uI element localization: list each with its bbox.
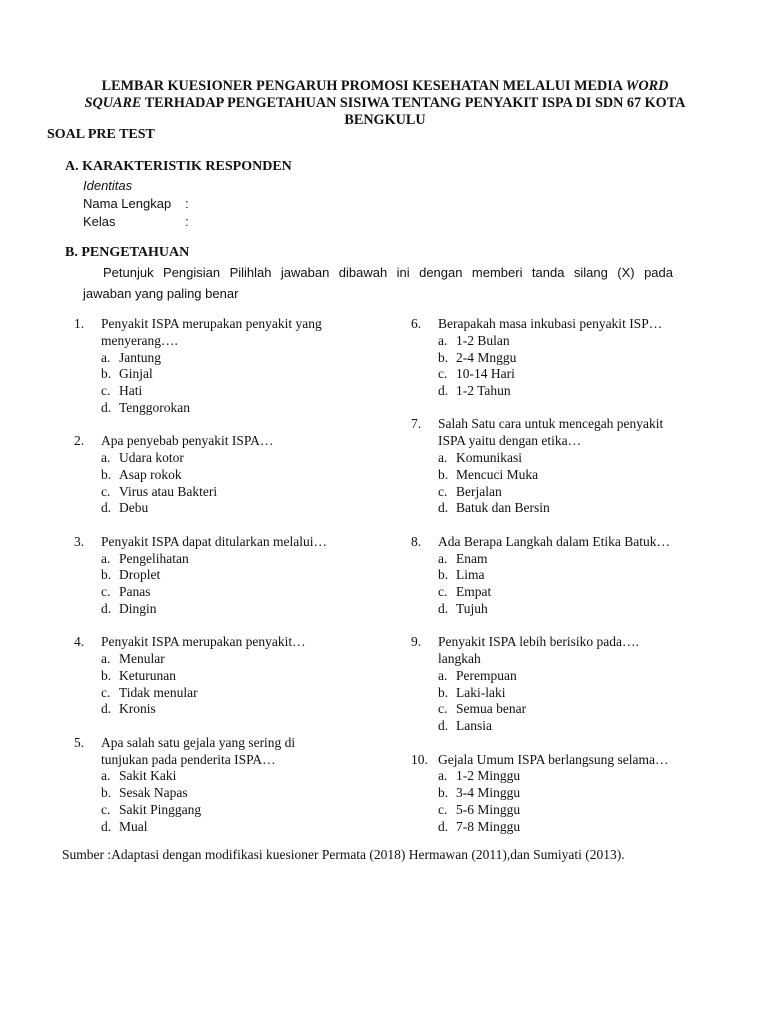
option-text: Laki-laki — [456, 684, 506, 700]
section-b-heading: B. PENGETAHUAN — [65, 245, 190, 260]
answer-option[interactable] — [411, 567, 721, 584]
answer-option[interactable] — [411, 668, 721, 685]
question-line — [411, 534, 721, 551]
question-line — [74, 333, 374, 350]
option-letter: c. — [101, 684, 111, 700]
question-text: menyerang…. — [101, 332, 178, 348]
option-text: Lansia — [456, 718, 492, 734]
field-kelas[interactable] — [83, 214, 189, 229]
option-letter: d. — [101, 818, 112, 834]
question-number — [411, 651, 438, 668]
answer-option[interactable] — [411, 450, 721, 467]
option-text: Mual — [119, 818, 148, 834]
question-number: 2. — [74, 433, 85, 449]
question-number: 5. — [74, 734, 85, 750]
question-number — [411, 433, 438, 450]
answer-option[interactable] — [411, 350, 721, 367]
title-line-2 — [40, 95, 730, 112]
question-number: 9. — [411, 634, 422, 650]
answer-option[interactable] — [411, 500, 721, 517]
option-letter: c. — [438, 584, 448, 600]
question-text: langkah — [438, 651, 481, 667]
answer-option[interactable] — [74, 651, 374, 668]
option-letter: c. — [438, 366, 448, 382]
option-text: Jantung — [119, 349, 161, 365]
question-item — [74, 534, 374, 618]
answer-option[interactable] — [74, 819, 374, 836]
option-text: Semua benar — [456, 701, 527, 717]
question-item — [74, 316, 374, 417]
question-line — [411, 634, 721, 651]
option-letter: a. — [101, 550, 111, 566]
option-text: Tujuh — [456, 600, 488, 616]
question-line — [74, 433, 374, 450]
option-letter: c. — [101, 801, 111, 817]
questions-left-column — [74, 316, 374, 852]
option-text: Tidak menular — [119, 684, 198, 700]
option-letter: d. — [101, 500, 112, 516]
question-line — [74, 752, 374, 769]
option-letter: b. — [438, 349, 449, 365]
option-letter: b. — [101, 785, 112, 801]
answer-option[interactable] — [411, 819, 721, 836]
question-number: 7. — [411, 416, 422, 432]
option-text: 1-2 Minggu — [456, 768, 521, 784]
question-text: Salah Satu cara untuk mencegah penyakit — [438, 416, 664, 432]
document-title — [40, 78, 730, 129]
answer-option[interactable] — [74, 768, 374, 785]
answer-option[interactable] — [74, 785, 374, 802]
question-item — [411, 634, 721, 735]
instructions-line-1: Petunjuk Pengisian Pilihlah jawaban dibawah ini dengan memberi tanda silang (X) pada — [103, 265, 673, 280]
answer-option[interactable] — [411, 333, 721, 350]
option-letter: c. — [438, 801, 448, 817]
question-number: 3. — [74, 533, 85, 549]
answer-option[interactable] — [74, 802, 374, 819]
answer-option[interactable] — [411, 768, 721, 785]
option-text: Komunikasi — [456, 450, 522, 466]
option-letter: d. — [438, 600, 449, 616]
answer-option[interactable] — [74, 484, 374, 501]
question-number: 8. — [411, 533, 422, 549]
answer-option[interactable] — [74, 366, 374, 383]
question-text: Ada Berapa Langkah dalam Etika Batuk… — [438, 533, 671, 549]
option-text: Lima — [456, 567, 485, 583]
question-number: 1. — [74, 316, 85, 331]
question-item — [74, 433, 374, 517]
option-text: 10-14 Hari — [456, 366, 515, 382]
option-letter: c. — [101, 483, 111, 499]
field-nama-lengkap[interactable] — [83, 196, 189, 211]
question-text: tunjukan pada penderita ISPA… — [101, 751, 276, 767]
title-line-1 — [40, 78, 730, 95]
question-line — [74, 634, 374, 651]
question-text: Apa salah satu gejala yang sering di — [101, 734, 296, 750]
option-letter: a. — [101, 450, 111, 466]
question-text: Apa penyebab penyakit ISPA… — [101, 433, 274, 449]
answer-option[interactable] — [411, 785, 721, 802]
answer-option[interactable] — [411, 551, 721, 568]
question-item — [74, 634, 374, 718]
instructions-line-2: jawaban yang paling benar — [83, 286, 239, 301]
question-item — [411, 316, 721, 400]
option-letter: c. — [438, 483, 448, 499]
option-text: Enam — [456, 550, 488, 566]
answer-option[interactable] — [411, 701, 721, 718]
answer-option[interactable] — [74, 701, 374, 718]
question-line — [411, 433, 721, 450]
option-text: Asap rokok — [119, 466, 182, 482]
option-letter: c. — [438, 701, 448, 717]
option-text: Pengelihatan — [119, 550, 189, 566]
answer-option[interactable] — [74, 467, 374, 484]
option-letter: b. — [438, 684, 449, 700]
answer-option[interactable] — [74, 383, 374, 400]
field-label: Kelas — [83, 214, 116, 229]
option-text: Ginjal — [119, 366, 153, 382]
title-italic-square: SQUARE — [84, 95, 142, 111]
option-letter: b. — [438, 466, 449, 482]
source-note: Sumber :Adaptasi dengan modifikasi kuesioner Permata (2018) Hermawan (2011),dan Sumiyati (2013). — [62, 847, 625, 862]
option-letter: a. — [438, 768, 448, 784]
question-text: Gejala Umum ISPA berlangsung selama… — [438, 751, 669, 767]
field-separator: : — [185, 214, 189, 229]
option-text: 7-8 Minggu — [456, 818, 521, 834]
option-text: 3-4 Minggu — [456, 785, 521, 801]
option-letter: d. — [101, 399, 112, 415]
option-letter: a. — [438, 332, 448, 348]
question-text: Berapakah masa inkubasi penyakit ISP… — [438, 316, 663, 331]
question-line — [74, 735, 374, 752]
question-number — [74, 333, 101, 350]
answer-option[interactable] — [411, 484, 721, 501]
title-line-3: BENGKULU — [344, 112, 426, 128]
option-text: Mencuci Muka — [456, 466, 539, 482]
question-text: Penyakit ISPA dapat ditularkan melalui… — [101, 533, 327, 549]
questions-right-column — [411, 316, 721, 852]
question-item — [74, 735, 374, 836]
answer-option[interactable] — [411, 802, 721, 819]
answer-option[interactable] — [74, 350, 374, 367]
answer-option[interactable] — [411, 584, 721, 601]
answer-option[interactable] — [74, 584, 374, 601]
answer-option[interactable] — [411, 685, 721, 702]
question-item — [411, 752, 721, 836]
option-text: Keturunan — [119, 667, 176, 683]
option-text: Sesak Napas — [119, 785, 188, 801]
option-letter: d. — [101, 600, 112, 616]
identitas-label: Identitas — [83, 178, 133, 193]
answer-option[interactable] — [74, 685, 374, 702]
question-text: ISPA yaitu dengan etika… — [438, 433, 582, 449]
option-letter: a. — [438, 450, 448, 466]
question-line — [411, 752, 721, 769]
question-text: Penyakit ISPA merupakan penyakit yang — [101, 316, 322, 331]
option-letter: a. — [438, 667, 448, 683]
soal-label: SOAL PRE TEST — [47, 127, 155, 142]
option-text: Empat — [456, 584, 492, 600]
option-letter: b. — [438, 785, 449, 801]
option-text: Sakit Kaki — [119, 768, 177, 784]
answer-option[interactable] — [411, 366, 721, 383]
option-text: Tenggorokan — [119, 399, 191, 415]
question-number: 10. — [411, 751, 428, 767]
question-line — [411, 416, 721, 433]
answer-option[interactable] — [411, 467, 721, 484]
title-text-2: TERHADAP PENGETAHUAN SISIWA TENTANG PENYAKIT ISPA DI SDN 67 KOTA — [141, 95, 686, 111]
question-line — [411, 316, 721, 333]
option-text: Sakit Pinggang — [119, 801, 202, 817]
option-letter: d. — [101, 701, 112, 717]
option-letter: b. — [101, 466, 112, 482]
answer-option[interactable] — [411, 601, 721, 618]
option-text: 2-4 Mnggu — [456, 349, 517, 365]
option-letter: c. — [101, 383, 111, 399]
question-item — [411, 416, 721, 517]
option-text: Panas — [119, 584, 151, 600]
option-text: Debu — [119, 500, 149, 516]
option-letter: a. — [101, 349, 111, 365]
answer-option[interactable] — [74, 601, 374, 618]
field-label: Nama Lengkap — [83, 196, 172, 211]
answer-option[interactable] — [74, 500, 374, 517]
answer-option[interactable] — [74, 567, 374, 584]
option-text: Dingin — [119, 600, 157, 616]
question-item — [411, 534, 721, 618]
question-line — [74, 534, 374, 551]
question-text: Penyakit ISPA lebih berisiko pada…. — [438, 634, 639, 650]
option-text: Droplet — [119, 567, 161, 583]
option-letter: b. — [101, 366, 112, 382]
option-text: 5-6 Minggu — [456, 801, 521, 817]
option-letter: b. — [101, 667, 112, 683]
option-letter: d. — [438, 818, 449, 834]
option-text: Batuk dan Bersin — [456, 500, 550, 516]
question-number: 6. — [411, 316, 422, 331]
question-number — [74, 752, 101, 769]
answer-option[interactable] — [74, 551, 374, 568]
option-letter: a. — [101, 651, 111, 667]
title-text-1: LEMBAR KUESIONER PENGARUH PROMOSI KESEHATAN MELALUI MEDIA — [101, 78, 626, 94]
answer-option[interactable] — [411, 718, 721, 735]
option-text: Menular — [119, 651, 165, 667]
answer-option[interactable] — [74, 668, 374, 685]
option-letter: b. — [101, 567, 112, 583]
field-separator: : — [185, 196, 189, 211]
title-italic-word: WORD — [625, 78, 669, 94]
question-line — [74, 316, 374, 333]
option-letter: c. — [101, 584, 111, 600]
section-a-heading: A. KARAKTERISTIK RESPONDEN — [65, 159, 292, 174]
option-letter: a. — [101, 768, 111, 784]
option-text: Virus atau Bakteri — [119, 483, 218, 499]
instructions — [83, 262, 673, 304]
answer-option[interactable] — [411, 383, 721, 400]
option-text: Berjalan — [456, 483, 502, 499]
option-text: 1-2 Tahun — [456, 383, 511, 399]
question-line — [411, 651, 721, 668]
question-text: Penyakit ISPA merupakan penyakit… — [101, 634, 306, 650]
option-text: Kronis — [119, 701, 156, 717]
option-letter: d. — [438, 383, 449, 399]
option-text: Perempuan — [456, 667, 517, 683]
answer-option[interactable] — [74, 400, 374, 417]
option-letter: d. — [438, 718, 449, 734]
option-letter: d. — [438, 500, 449, 516]
answer-option[interactable] — [74, 450, 374, 467]
option-text: Hati — [119, 383, 143, 399]
option-letter: b. — [438, 567, 449, 583]
question-number: 4. — [74, 634, 85, 650]
option-letter: a. — [438, 550, 448, 566]
option-text: 1-2 Bulan — [456, 332, 510, 348]
option-text: Udara kotor — [119, 450, 184, 466]
